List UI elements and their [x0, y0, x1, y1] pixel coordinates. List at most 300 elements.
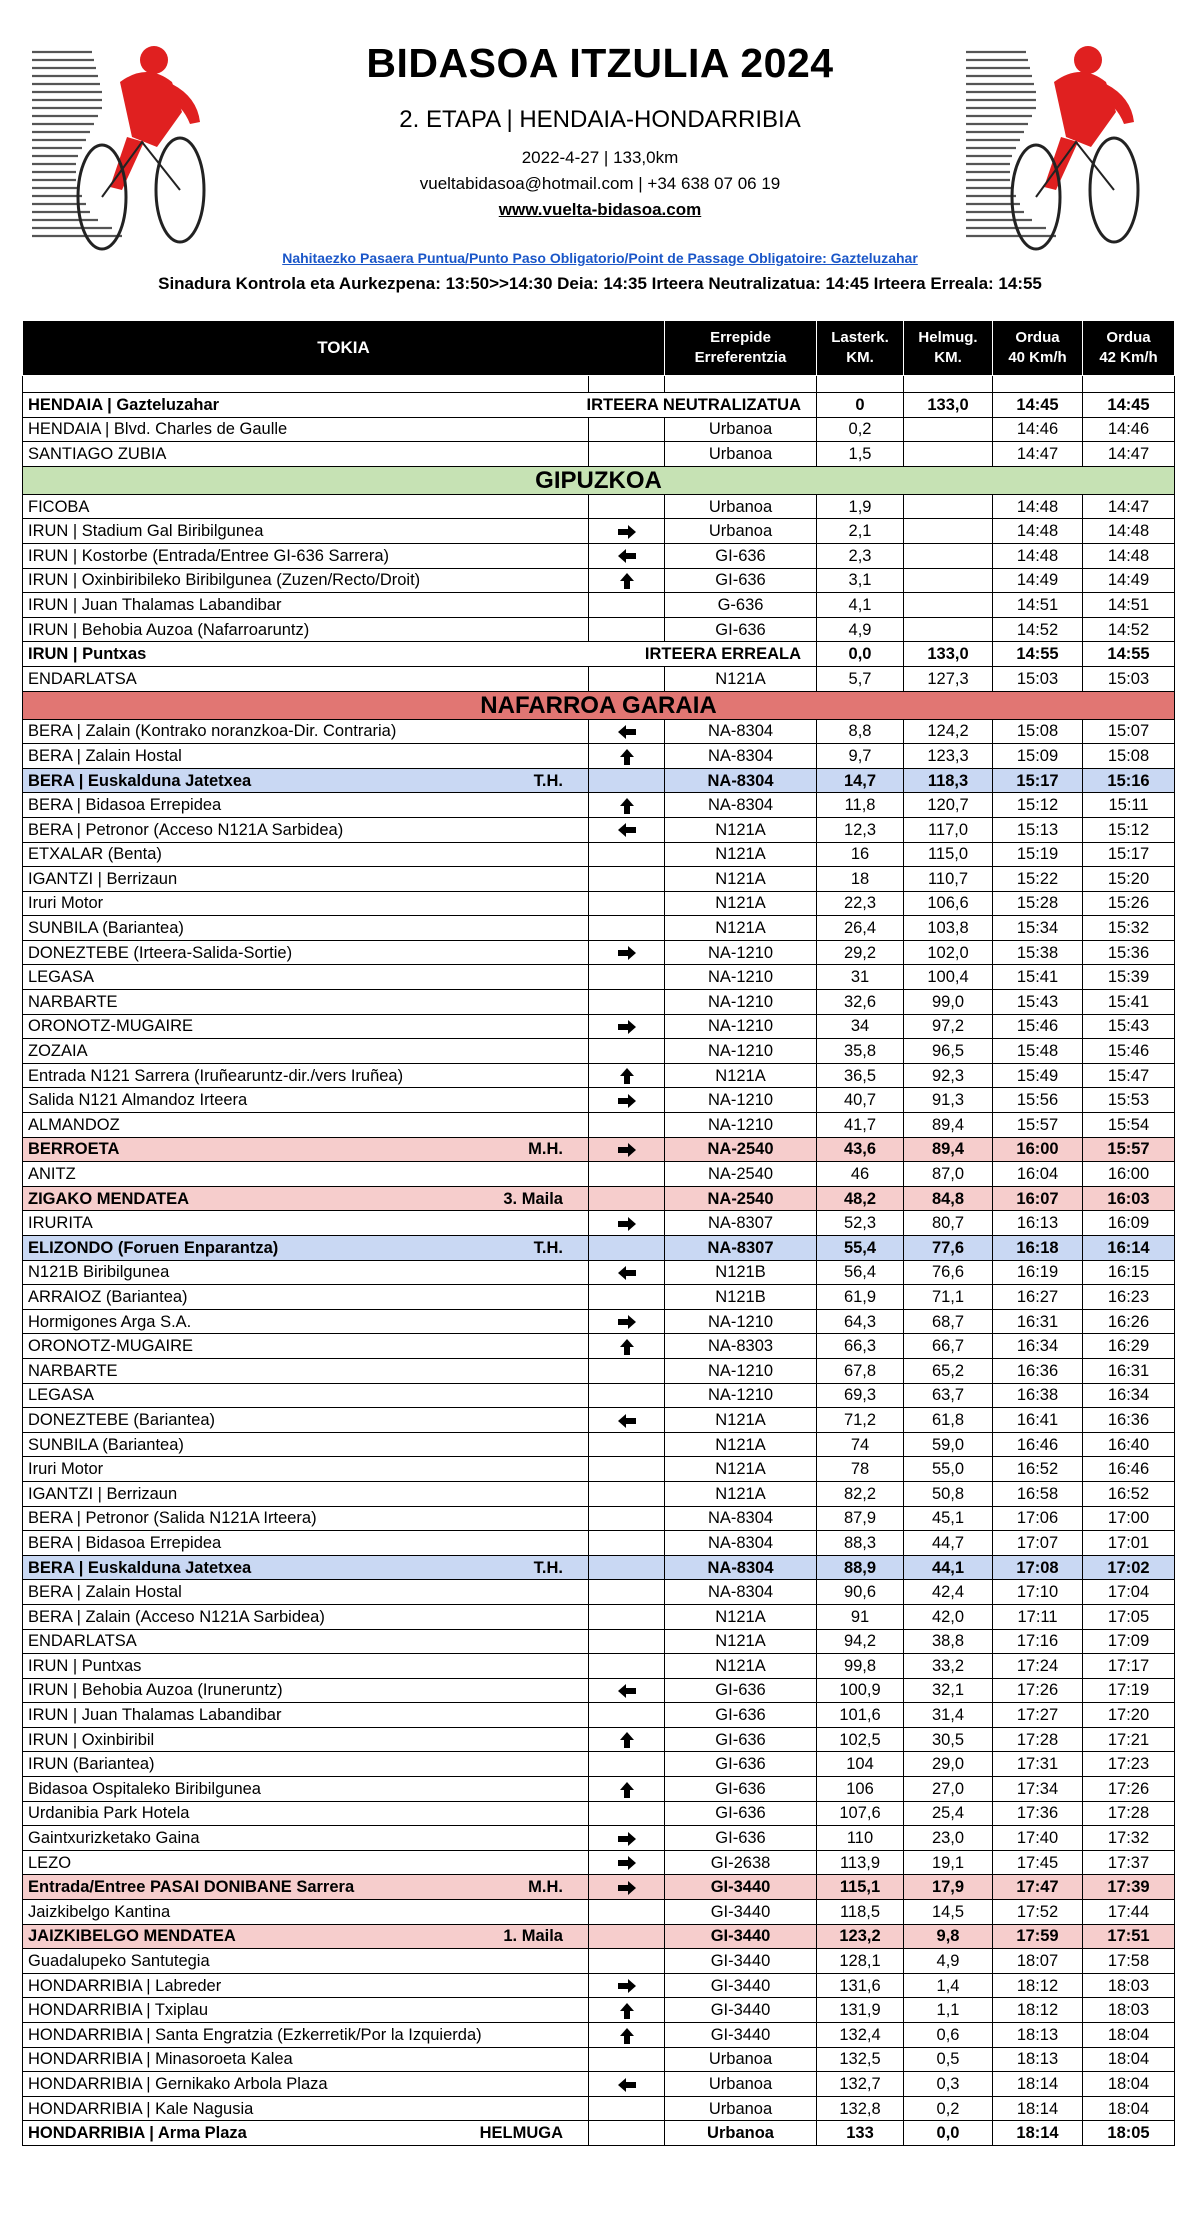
place-name: ARRAIOZ (Bariantea)	[28, 1287, 188, 1306]
km-done-cell: 107,6	[817, 1801, 904, 1826]
time-42-cell: 15:53	[1083, 1088, 1175, 1113]
direction-cell	[589, 1777, 665, 1802]
direction-cell	[589, 417, 665, 442]
direction-cell	[589, 768, 665, 793]
road-cell: G-636	[665, 593, 817, 618]
time-40-cell: 16:38	[993, 1383, 1083, 1408]
place-cell	[23, 1801, 589, 1826]
time-42-cell: 16:14	[1083, 1236, 1175, 1261]
time-42-cell: 16:26	[1083, 1309, 1175, 1334]
place-name: LEGASA	[28, 968, 95, 987]
place-name: IRUN | Oxinbiribileko Biribilgunea (Zuzen/Recto/Droit)	[28, 571, 421, 590]
km-left-cell: 30,5	[904, 1727, 993, 1752]
time-40-cell: 17:45	[993, 1850, 1083, 1875]
km-left-cell: 133,0	[904, 393, 993, 418]
km-left-cell: 23,0	[904, 1826, 993, 1851]
time-42-cell: 16:00	[1083, 1162, 1175, 1187]
km-left-cell: 42,4	[904, 1580, 993, 1605]
time-42-cell: 16:31	[1083, 1358, 1175, 1383]
km-done-cell: 131,9	[817, 1998, 904, 2023]
website-link[interactable]: www.vuelta-bidasoa.com	[498, 200, 702, 219]
time-42-cell: 14:45	[1083, 393, 1175, 418]
km-done-cell: 46	[817, 1162, 904, 1187]
table-row	[23, 2047, 1175, 2072]
time-40-cell: 15:03	[993, 666, 1083, 691]
km-done-cell: 0,2	[817, 417, 904, 442]
place-cell	[23, 793, 589, 818]
place-name: IGANTZI | Berrizaun	[28, 1484, 178, 1503]
road-cell: N121A	[665, 1432, 817, 1457]
km-left-cell: 63,7	[904, 1383, 993, 1408]
place-name: NARBARTE	[28, 992, 118, 1011]
km-done-cell: 90,6	[817, 1580, 904, 1605]
km-done-cell: 18	[817, 867, 904, 892]
km-left-cell: 42,0	[904, 1604, 993, 1629]
km-left-cell: 1,4	[904, 1973, 993, 1998]
direction-cell	[589, 1137, 665, 1162]
time-40-cell: 15:19	[993, 842, 1083, 867]
km-done-cell: 0,0	[817, 642, 904, 667]
table-row	[23, 1777, 1175, 1802]
km-left-cell: 27,0	[904, 1777, 993, 1802]
km-left-cell: 31,4	[904, 1703, 993, 1728]
place-name: SUNBILA (Bariantea)	[28, 1435, 184, 1454]
time-40-cell: 18:13	[993, 2023, 1083, 2048]
direction-cell	[589, 1826, 665, 1851]
time-40-cell: 15:12	[993, 793, 1083, 818]
place-cell	[23, 1481, 589, 1506]
km-left-cell: 110,7	[904, 867, 993, 892]
place-name: BERA | Zalain Hostal	[28, 1583, 182, 1602]
place-cell	[23, 1875, 589, 1900]
table-row	[23, 842, 1175, 867]
km-left-cell: 0,2	[904, 2096, 993, 2121]
time-40-cell: 17:11	[993, 1604, 1083, 1629]
place-cell	[23, 1826, 589, 1851]
direction-cell	[589, 1236, 665, 1261]
time-42-cell: 17:09	[1083, 1629, 1175, 1654]
arrow-up-icon	[617, 798, 637, 814]
time-40-cell: 18:14	[993, 2096, 1083, 2121]
place-cell	[23, 719, 589, 744]
road-cell: NA-1210	[665, 1039, 817, 1064]
road-cell: N121A	[665, 916, 817, 941]
table-row	[23, 393, 1175, 418]
road-cell: NA-1210	[665, 1014, 817, 1039]
direction-cell	[589, 719, 665, 744]
time-40-cell: 17:59	[993, 1924, 1083, 1949]
arrow-right-icon	[617, 1314, 637, 1330]
km-done-cell: 2,1	[817, 519, 904, 544]
time-40-cell: 15:34	[993, 916, 1083, 941]
table-row	[23, 1334, 1175, 1359]
km-left-cell: 80,7	[904, 1211, 993, 1236]
table-row	[23, 940, 1175, 965]
place-cell	[23, 842, 589, 867]
time-42-cell: 17:44	[1083, 1900, 1175, 1925]
place-cell	[23, 1998, 589, 2023]
place-note: IRTEERA NEUTRALIZATUA	[586, 395, 802, 414]
time-40-cell: 15:41	[993, 965, 1083, 990]
km-done-cell: 132,8	[817, 2096, 904, 2121]
place-cell	[23, 1629, 589, 1654]
place-name: BERA | Petronor (Salida N121A Irteera)	[28, 1509, 317, 1528]
table-row	[23, 1604, 1175, 1629]
time-42-cell: 16:52	[1083, 1481, 1175, 1506]
time-42-cell: 16:09	[1083, 1211, 1175, 1236]
checkpoint-link[interactable]: Nahitaezko Pasaera Puntua/Punto Paso Obligatorio/Point de Passage Obligatoire: Gazteluzahar	[282, 250, 918, 266]
road-cell: GI-2638	[665, 1850, 817, 1875]
time-42-cell: 15:57	[1083, 1137, 1175, 1162]
road-cell: Urbanoa	[665, 494, 817, 519]
place-cell	[23, 1432, 589, 1457]
km-done-cell: 0	[817, 393, 904, 418]
place-name: IRUN | Stadium Gal Biribilgunea	[28, 522, 264, 541]
road-cell: N121A	[665, 666, 817, 691]
table-row	[23, 1580, 1175, 1605]
direction-cell	[589, 1604, 665, 1629]
arrow-up-icon	[617, 2028, 637, 2044]
road-cell: N121A	[665, 1457, 817, 1482]
road-cell: Urbanoa	[665, 2047, 817, 2072]
place-name: Jaizkibelgo Kantina	[28, 1902, 171, 1921]
time-42-cell: 15:54	[1083, 1113, 1175, 1138]
time-42-cell: 18:04	[1083, 2023, 1175, 2048]
km-done-cell: 29,2	[817, 940, 904, 965]
km-done-cell: 67,8	[817, 1358, 904, 1383]
place-name: ELIZONDO (Foruen Enparantza)	[28, 1238, 279, 1257]
km-done-cell: 4,1	[817, 593, 904, 618]
direction-cell	[589, 1457, 665, 1482]
col-header-km-left: Helmug. KM.	[904, 321, 993, 376]
km-left-cell: 66,7	[904, 1334, 993, 1359]
table-row	[23, 1875, 1175, 1900]
place-cell	[23, 1408, 589, 1433]
table-row	[23, 1063, 1175, 1088]
km-left-cell: 117,0	[904, 817, 993, 842]
km-left-cell: 89,4	[904, 1113, 993, 1138]
km-done-cell: 133	[817, 2121, 904, 2146]
km-left-cell	[904, 617, 993, 642]
place-name: HENDAIA | Blvd. Charles de Gaulle	[28, 420, 288, 439]
place-cell	[23, 867, 589, 892]
time-40-cell: 17:40	[993, 1826, 1083, 1851]
time-40-cell: 17:52	[993, 1900, 1083, 1925]
place-name: SANTIAGO ZUBIA	[28, 444, 167, 463]
place-cell	[23, 1334, 589, 1359]
place-name: IRURITA	[28, 1214, 93, 1233]
road-cell: GI-3440	[665, 1973, 817, 1998]
place-name: BERA | Bidasoa Errepidea	[28, 796, 222, 815]
km-done-cell: 74	[817, 1432, 904, 1457]
direction-cell	[589, 965, 665, 990]
km-done-cell: 16	[817, 842, 904, 867]
table-row	[23, 1826, 1175, 1851]
km-left-cell	[904, 494, 993, 519]
road-cell: N121A	[665, 842, 817, 867]
place-name: FICOBA	[28, 497, 90, 516]
place-cell	[23, 1063, 589, 1088]
km-done-cell: 12,3	[817, 817, 904, 842]
road-cell: NA-8307	[665, 1236, 817, 1261]
place-name: ENDARLATSA	[28, 669, 137, 688]
table-spacer-row	[23, 376, 1175, 393]
place-name: HONDARRIBIA | Arma Plaza	[28, 2124, 247, 2143]
place-name: LEGASA	[28, 1386, 95, 1405]
table-row	[23, 768, 1175, 793]
time-40-cell: 16:13	[993, 1211, 1083, 1236]
km-left-cell	[904, 543, 993, 568]
km-left-cell: 29,0	[904, 1752, 993, 1777]
road-cell: NA-8303	[665, 1334, 817, 1359]
direction-cell	[589, 543, 665, 568]
road-cell: N121A	[665, 1654, 817, 1679]
time-42-cell: 16:15	[1083, 1260, 1175, 1285]
km-done-cell: 131,6	[817, 1973, 904, 1998]
road-cell: GI-636	[665, 1826, 817, 1851]
direction-cell	[589, 1998, 665, 2023]
km-done-cell: 132,4	[817, 2023, 904, 2048]
place-cell	[23, 1260, 589, 1285]
road-cell: NA-1210	[665, 940, 817, 965]
road-cell: NA-1210	[665, 1113, 817, 1138]
road-cell: GI-3440	[665, 1924, 817, 1949]
time-42-cell: 17:05	[1083, 1604, 1175, 1629]
arrow-up-icon	[617, 573, 637, 589]
road-cell: N121A	[665, 1481, 817, 1506]
table-row	[23, 719, 1175, 744]
road-cell: NA-2540	[665, 1186, 817, 1211]
arrow-right-icon	[617, 1142, 637, 1158]
time-42-cell: 14:47	[1083, 494, 1175, 519]
table-row	[23, 2096, 1175, 2121]
km-done-cell: 1,9	[817, 494, 904, 519]
time-42-cell: 17:26	[1083, 1777, 1175, 1802]
direction-cell	[589, 1850, 665, 1875]
km-left-cell: 87,0	[904, 1162, 993, 1187]
place-cell	[23, 1014, 589, 1039]
direction-cell	[589, 2047, 665, 2072]
time-40-cell: 14:52	[993, 617, 1083, 642]
road-cell: NA-8304	[665, 793, 817, 818]
road-cell: N121A	[665, 817, 817, 842]
place-name: HONDARRIBIA | Labreder	[28, 1976, 222, 1995]
time-40-cell: 15:43	[993, 990, 1083, 1015]
time-42-cell: 15:20	[1083, 867, 1175, 892]
table-row	[23, 1900, 1175, 1925]
table-row	[23, 1481, 1175, 1506]
km-left-cell: 71,1	[904, 1285, 993, 1310]
direction-cell	[589, 1186, 665, 1211]
place-name: IRUN | Behobia Auzoa (Nafarroaruntz)	[28, 620, 310, 639]
place-name: IRUN | Kostorbe (Entrada/Entree GI-636 Sarrera)	[28, 546, 390, 565]
direction-cell	[589, 1580, 665, 1605]
table-header-row	[23, 321, 1175, 376]
place-name: IRUN | Behobia Auzoa (Iruneruntz)	[28, 1681, 283, 1700]
table-row	[23, 1236, 1175, 1261]
place-name: Bidasoa Ospitaleko Biribilgunea	[28, 1779, 261, 1798]
place-cell	[23, 1457, 589, 1482]
direction-cell	[589, 1531, 665, 1556]
time-42-cell: 15:46	[1083, 1039, 1175, 1064]
km-done-cell: 69,3	[817, 1383, 904, 1408]
place-name: BERA | Euskalduna Jatetxea	[28, 1558, 252, 1577]
time-40-cell: 16:52	[993, 1457, 1083, 1482]
place-name: HONDARRIBIA | Kale Nagusia	[28, 2099, 254, 2118]
place-cell	[23, 1752, 589, 1777]
time-42-cell: 15:11	[1083, 793, 1175, 818]
km-done-cell: 61,9	[817, 1285, 904, 1310]
road-cell: Urbanoa	[665, 2096, 817, 2121]
direction-cell	[589, 442, 665, 467]
place-name: BERA | Bidasoa Errepidea	[28, 1533, 222, 1552]
time-40-cell: 16:04	[993, 1162, 1083, 1187]
time-40-cell: 16:34	[993, 1334, 1083, 1359]
direction-cell	[589, 1654, 665, 1679]
road-cell: NA-8304	[665, 768, 817, 793]
table-row	[23, 891, 1175, 916]
road-cell: N121A	[665, 891, 817, 916]
road-cell: Urbanoa	[665, 2072, 817, 2097]
arrow-right-icon	[617, 1019, 637, 1035]
direction-cell	[589, 1973, 665, 1998]
km-done-cell: 87,9	[817, 1506, 904, 1531]
table-row	[23, 1727, 1175, 1752]
table-row	[23, 543, 1175, 568]
place-cell	[23, 1113, 589, 1138]
time-42-cell: 17:20	[1083, 1703, 1175, 1728]
km-done-cell: 5,7	[817, 666, 904, 691]
km-done-cell: 113,9	[817, 1850, 904, 1875]
time-42-cell: 18:04	[1083, 2096, 1175, 2121]
time-42-cell: 17:28	[1083, 1801, 1175, 1826]
place-name: Salida N121 Almandoz Irteera	[28, 1091, 248, 1110]
col-header-road: Errepide Erreferentzia	[665, 321, 817, 376]
km-done-cell: 104	[817, 1752, 904, 1777]
arrow-right-icon	[617, 524, 637, 540]
table-row	[23, 1113, 1175, 1138]
document-header	[0, 0, 1200, 318]
time-42-cell: 17:17	[1083, 1654, 1175, 1679]
col-header-km-done: Lasterk. KM.	[817, 321, 904, 376]
table-row	[23, 1555, 1175, 1580]
table-row	[23, 793, 1175, 818]
place-cell	[23, 568, 589, 593]
time-40-cell: 16:19	[993, 1260, 1083, 1285]
km-done-cell: 14,7	[817, 768, 904, 793]
direction-cell	[589, 1088, 665, 1113]
km-done-cell: 102,5	[817, 1727, 904, 1752]
time-40-cell: 14:51	[993, 593, 1083, 618]
time-42-cell: 18:04	[1083, 2047, 1175, 2072]
km-left-cell: 118,3	[904, 768, 993, 793]
place-name: Gaintxurizketako Gaina	[28, 1829, 200, 1848]
time-40-cell: 15:56	[993, 1088, 1083, 1113]
time-42-cell: 17:19	[1083, 1678, 1175, 1703]
place-name: ZOZAIA	[28, 1042, 88, 1061]
place-name: HONDARRIBIA | Santa Engratzia (Ezkerretik/Por la Izquierda)	[28, 2025, 482, 2044]
arrow-right-icon	[617, 1855, 637, 1871]
place-cell	[23, 442, 589, 467]
direction-cell	[589, 867, 665, 892]
road-cell: NA-1210	[665, 1383, 817, 1408]
table-row	[23, 1998, 1175, 2023]
time-42-cell: 17:02	[1083, 1555, 1175, 1580]
table-row	[23, 1285, 1175, 1310]
time-42-cell: 16:23	[1083, 1285, 1175, 1310]
km-left-cell: 38,8	[904, 1629, 993, 1654]
time-40-cell: 18:12	[993, 1973, 1083, 1998]
place-cell	[23, 2072, 589, 2097]
place-name: N121B Biribilgunea	[28, 1263, 170, 1282]
place-name: HENDAIA | Gazteluzahar	[28, 395, 220, 414]
time-42-cell: 18:03	[1083, 1973, 1175, 1998]
km-left-cell: 133,0	[904, 642, 993, 667]
road-cell: GI-3440	[665, 1875, 817, 1900]
table-row	[23, 990, 1175, 1015]
time-40-cell: 18:12	[993, 1998, 1083, 2023]
road-cell: GI-3440	[665, 2023, 817, 2048]
place-note: T.H.	[533, 1558, 563, 1577]
time-40-cell: 15:28	[993, 891, 1083, 916]
km-done-cell: 55,4	[817, 1236, 904, 1261]
place-name: IRUN | Puntxas	[28, 1656, 142, 1675]
arrow-right-icon	[617, 1093, 637, 1109]
time-40-cell: 18:13	[993, 2047, 1083, 2072]
time-42-cell: 15:17	[1083, 842, 1175, 867]
table-row	[23, 617, 1175, 642]
direction-cell	[589, 1801, 665, 1826]
time-40-cell: 14:49	[993, 568, 1083, 593]
time-40-cell: 15:46	[993, 1014, 1083, 1039]
place-cell	[23, 1555, 589, 1580]
place-cell	[23, 817, 589, 842]
time-42-cell: 17:58	[1083, 1949, 1175, 1974]
table-row	[23, 1211, 1175, 1236]
time-42-cell: 16:46	[1083, 1457, 1175, 1482]
km-left-cell: 96,5	[904, 1039, 993, 1064]
km-done-cell: 34	[817, 1014, 904, 1039]
control-schedule: Sinadura Kontrola eta Aurkezpena: 13:50>>14:30 Deia: 14:35 Irteera Neutralizatua: 14:45 Irteera Erreala: 14:55	[158, 274, 1042, 293]
arrow-up-icon	[617, 1732, 637, 1748]
direction-cell	[589, 744, 665, 769]
table-row	[23, 1137, 1175, 1162]
km-done-cell: 43,6	[817, 1137, 904, 1162]
time-40-cell: 16:41	[993, 1408, 1083, 1433]
km-done-cell: 110	[817, 1826, 904, 1851]
road-cell: NA-8304	[665, 1555, 817, 1580]
place-cell	[23, 1973, 589, 1998]
road-cell: Urbanoa	[665, 417, 817, 442]
road-cell: Urbanoa	[665, 519, 817, 544]
page-title: BIDASOA ITZULIA 2024	[366, 40, 834, 86]
time-40-cell: 15:49	[993, 1063, 1083, 1088]
km-done-cell: 11,8	[817, 793, 904, 818]
table-row	[23, 744, 1175, 769]
place-cell	[23, 1088, 589, 1113]
table-row	[23, 1309, 1175, 1334]
km-left-cell: 106,6	[904, 891, 993, 916]
place-name: BERA | Zalain (Acceso N121A Sarbidea)	[28, 1607, 325, 1626]
time-42-cell: 16:36	[1083, 1408, 1175, 1433]
place-note: IRTEERA ERREALA	[644, 645, 802, 664]
direction-cell	[589, 617, 665, 642]
arrow-right-icon	[617, 1216, 637, 1232]
arrow-left-icon	[617, 1265, 637, 1281]
time-42-cell: 15:03	[1083, 666, 1175, 691]
place-cell	[23, 1777, 589, 1802]
km-left-cell: 123,3	[904, 744, 993, 769]
